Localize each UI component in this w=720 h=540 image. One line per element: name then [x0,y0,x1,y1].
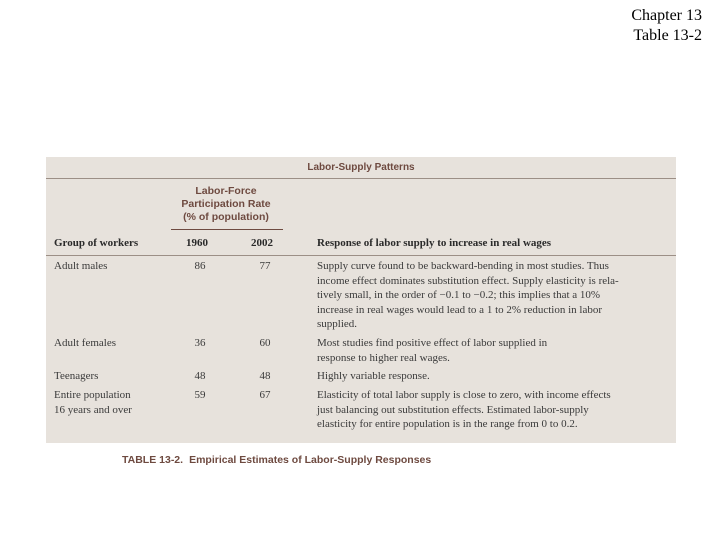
table-caption [122,454,431,466]
response-line: elasticity for entire population is in the range from 0 to 0.2. [317,418,578,430]
table-row-group: Teenagers [54,370,99,382]
table-row-1960: 36 [194,337,206,349]
table-row-2002: 48 [259,370,271,382]
table-row-group: Adult females [54,337,117,349]
lfpr-header [166,185,286,224]
table-row-2002: 77 [259,260,271,272]
table-row-group [54,388,132,417]
response-line: tively small, in the order of −0.1 to −0.2; this implies that a 10% [317,289,601,301]
response-line: Most studies find positive effect of labor supplied in [317,337,548,349]
chapter-heading [631,6,702,46]
lfpr-header-rule [171,229,283,230]
table-row-1960: 59 [194,389,206,401]
chapter-number: Chapter 13 [631,7,702,24]
response-line: Highly variable response. [317,370,430,382]
title-divider [46,178,676,179]
table-number: Table 13-2 [633,27,702,44]
lfpr-header-line: (% of population) [183,211,269,223]
column-header-1960: 1960 [186,237,208,249]
table-row-1960: 86 [194,260,206,272]
group-line: 16 years and over [54,403,132,416]
column-header-group: Group of workers [54,237,139,249]
caption-text: Empirical Estimates of Labor-Supply Responses [189,454,432,466]
response-line: Elasticity of total labor supply is close to zero, with income effects [317,389,611,401]
response-line: supplied. [317,318,358,330]
header-divider [46,255,676,256]
column-header-response: Response of labor supply to increase in real wages [317,237,552,249]
response-line: Supply curve found to be backward-bending in most studies. Thus [317,260,609,272]
response-line: income effect dominates substitution effect. Supply elasticity is rela- [317,274,619,287]
lfpr-header-line: Labor-Force [195,185,257,197]
column-header-2002: 2002 [251,237,273,249]
caption-label: TABLE 13-2. [122,454,184,466]
response-line: increase in real wages would lead to a 1 to 2% reduction in labor [317,303,602,316]
table-row-2002: 60 [259,337,271,349]
labor-supply-table [46,157,676,443]
table-row-response [317,259,672,332]
response-line: response to higher real wages. [317,351,450,364]
response-line: just balancing out substitution effects. Estimated labor-supply [317,403,589,416]
group-line: Entire population [54,389,131,401]
table-row-1960: 48 [194,370,206,382]
table-row-response [317,369,672,384]
lfpr-header-line: Participation Rate [181,198,271,210]
table-row-group: Adult males [54,260,108,272]
table-title: Labor-Supply Patterns [307,162,415,173]
table-row-2002: 67 [259,389,271,401]
table-row-response [317,336,672,365]
table-row-response [317,388,672,432]
